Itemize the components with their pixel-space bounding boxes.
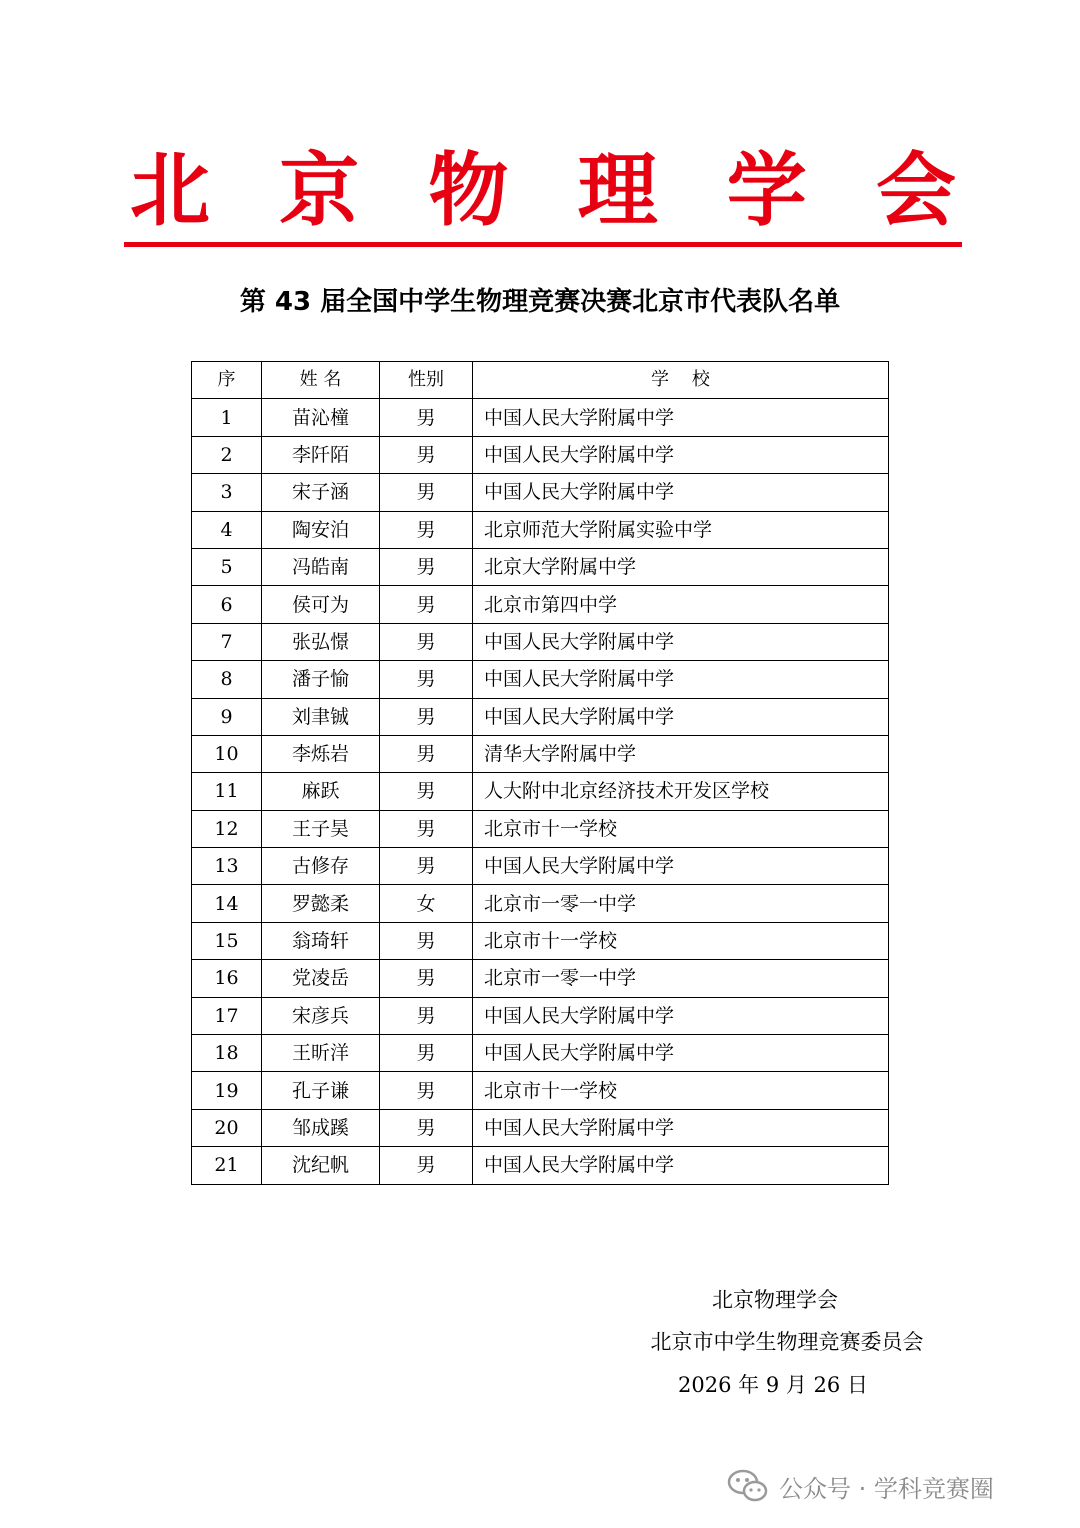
header-gender: 性别 bbox=[380, 362, 473, 399]
cell-school: 中国人民大学附属中学 bbox=[473, 1147, 889, 1184]
cell-school: 中国人民大学附属中学 bbox=[473, 1109, 889, 1146]
cell-name: 古修存 bbox=[262, 848, 380, 885]
signature-date: 2026 年 9 月 26 日 bbox=[678, 1373, 868, 1397]
cell-school: 清华大学附属中学 bbox=[473, 735, 889, 772]
cell-index: 20 bbox=[192, 1109, 262, 1146]
cell-school: 北京市一零一中学 bbox=[473, 885, 889, 922]
table-row bbox=[192, 1109, 889, 1146]
wechat-icon bbox=[727, 1468, 769, 1504]
letterhead bbox=[124, 143, 962, 237]
cell-school: 中国人民大学附属中学 bbox=[473, 1035, 889, 1072]
table-row bbox=[192, 548, 889, 585]
header-name: 姓 名 bbox=[262, 362, 380, 399]
letterhead-char: 北 bbox=[130, 143, 210, 237]
table-row bbox=[192, 474, 889, 511]
cell-name: 张弘憬 bbox=[262, 623, 380, 660]
table-row bbox=[192, 698, 889, 735]
table-header-row bbox=[192, 362, 889, 399]
cell-name: 罗懿柔 bbox=[262, 885, 380, 922]
table-row bbox=[192, 511, 889, 548]
cell-index: 8 bbox=[192, 661, 262, 698]
cell-gender: 男 bbox=[380, 922, 473, 959]
cell-gender: 男 bbox=[380, 997, 473, 1034]
cell-school: 北京师范大学附属实验中学 bbox=[473, 511, 889, 548]
cell-name: 侯可为 bbox=[262, 586, 380, 623]
table-row bbox=[192, 436, 889, 473]
cell-index: 13 bbox=[192, 848, 262, 885]
cell-gender: 男 bbox=[380, 773, 473, 810]
cell-gender: 男 bbox=[380, 1109, 473, 1146]
cell-index: 11 bbox=[192, 773, 262, 810]
cell-index: 4 bbox=[192, 511, 262, 548]
cell-school: 北京市十一学校 bbox=[473, 810, 889, 847]
letterhead-rule bbox=[124, 242, 962, 247]
cell-name: 刘聿铖 bbox=[262, 698, 380, 735]
cell-school: 北京市十一学校 bbox=[473, 922, 889, 959]
table-row bbox=[192, 848, 889, 885]
cell-name: 陶安泊 bbox=[262, 511, 380, 548]
signature-org1: 北京物理学会 bbox=[712, 1288, 838, 1312]
cell-name: 翁琦轩 bbox=[262, 922, 380, 959]
cell-school: 中国人民大学附属中学 bbox=[473, 623, 889, 660]
cell-index: 18 bbox=[192, 1035, 262, 1072]
cell-gender: 男 bbox=[380, 698, 473, 735]
table-row bbox=[192, 399, 889, 436]
cell-name: 麻跃 bbox=[262, 773, 380, 810]
cell-school: 中国人民大学附属中学 bbox=[473, 661, 889, 698]
letterhead-char: 京 bbox=[279, 143, 360, 237]
cell-index: 17 bbox=[192, 997, 262, 1034]
cell-name: 宋子涵 bbox=[262, 474, 380, 511]
cell-index: 19 bbox=[192, 1072, 262, 1109]
cell-gender: 男 bbox=[380, 474, 473, 511]
document-title: 第 43 届全国中学生物理竞赛决赛北京市代表队名单 bbox=[239, 287, 841, 317]
cell-index: 15 bbox=[192, 922, 262, 959]
letterhead-char: 物 bbox=[428, 143, 509, 237]
table-row bbox=[192, 773, 889, 810]
cell-name: 苗沁橦 bbox=[262, 399, 380, 436]
table-row bbox=[192, 810, 889, 847]
cell-gender: 男 bbox=[380, 436, 473, 473]
cell-gender: 男 bbox=[380, 810, 473, 847]
cell-school: 中国人民大学附属中学 bbox=[473, 698, 889, 735]
cell-gender: 男 bbox=[380, 848, 473, 885]
cell-name: 李阡陌 bbox=[262, 436, 380, 473]
letterhead-char: 理 bbox=[577, 143, 658, 237]
roster-body bbox=[192, 399, 889, 1184]
cell-name: 党凌岳 bbox=[262, 960, 380, 997]
header-index: 序 bbox=[192, 362, 262, 399]
cell-school: 北京市十一学校 bbox=[473, 1072, 889, 1109]
header-school: 学 校 bbox=[473, 362, 889, 399]
cell-gender: 女 bbox=[380, 885, 473, 922]
cell-name: 孔子谦 bbox=[262, 1072, 380, 1109]
cell-gender: 男 bbox=[380, 399, 473, 436]
table-row bbox=[192, 1147, 889, 1184]
cell-gender: 男 bbox=[380, 1035, 473, 1072]
cell-name: 邹成蹊 bbox=[262, 1109, 380, 1146]
watermark bbox=[727, 1466, 1057, 1506]
table-row bbox=[192, 885, 889, 922]
cell-gender: 男 bbox=[380, 960, 473, 997]
watermark-text: 公众号 · 学科竞赛圈 bbox=[779, 1474, 994, 1503]
cell-gender: 男 bbox=[380, 623, 473, 660]
cell-school: 中国人民大学附属中学 bbox=[473, 474, 889, 511]
letterhead-char: 会 bbox=[875, 143, 956, 237]
cell-index: 16 bbox=[192, 960, 262, 997]
cell-gender: 男 bbox=[380, 586, 473, 623]
table-row bbox=[192, 922, 889, 959]
table-row bbox=[192, 623, 889, 660]
cell-school: 中国人民大学附属中学 bbox=[473, 436, 889, 473]
cell-gender: 男 bbox=[380, 661, 473, 698]
cell-school: 中国人民大学附属中学 bbox=[473, 399, 889, 436]
cell-index: 9 bbox=[192, 698, 262, 735]
letterhead-char: 学 bbox=[726, 143, 807, 237]
cell-school: 北京大学附属中学 bbox=[473, 548, 889, 585]
cell-name: 王子昊 bbox=[262, 810, 380, 847]
cell-school: 北京市一零一中学 bbox=[473, 960, 889, 997]
cell-index: 12 bbox=[192, 810, 262, 847]
cell-school: 北京市第四中学 bbox=[473, 586, 889, 623]
cell-index: 5 bbox=[192, 548, 262, 585]
cell-name: 李烁岩 bbox=[262, 735, 380, 772]
cell-index: 6 bbox=[192, 586, 262, 623]
roster-table bbox=[191, 361, 889, 1185]
table-row bbox=[192, 960, 889, 997]
table-row bbox=[192, 661, 889, 698]
cell-name: 宋彦兵 bbox=[262, 997, 380, 1034]
table-row bbox=[192, 586, 889, 623]
cell-school: 人大附中北京经济技术开发区学校 bbox=[473, 773, 889, 810]
cell-index: 2 bbox=[192, 436, 262, 473]
cell-name: 王昕洋 bbox=[262, 1035, 380, 1072]
cell-gender: 男 bbox=[380, 1147, 473, 1184]
cell-gender: 男 bbox=[380, 735, 473, 772]
cell-index: 1 bbox=[192, 399, 262, 436]
signature-org2: 北京市中学生物理竞赛委员会 bbox=[650, 1330, 924, 1354]
cell-index: 10 bbox=[192, 735, 262, 772]
cell-name: 冯皓南 bbox=[262, 548, 380, 585]
cell-index: 21 bbox=[192, 1147, 262, 1184]
table-row bbox=[192, 997, 889, 1034]
cell-index: 7 bbox=[192, 623, 262, 660]
cell-school: 中国人民大学附属中学 bbox=[473, 848, 889, 885]
cell-name: 沈纪帆 bbox=[262, 1147, 380, 1184]
cell-school: 中国人民大学附属中学 bbox=[473, 997, 889, 1034]
cell-gender: 男 bbox=[380, 511, 473, 548]
table-row bbox=[192, 735, 889, 772]
cell-index: 14 bbox=[192, 885, 262, 922]
cell-gender: 男 bbox=[380, 1072, 473, 1109]
cell-gender: 男 bbox=[380, 548, 473, 585]
table-row bbox=[192, 1072, 889, 1109]
cell-name: 潘子愉 bbox=[262, 661, 380, 698]
table-row bbox=[192, 1035, 889, 1072]
cell-index: 3 bbox=[192, 474, 262, 511]
